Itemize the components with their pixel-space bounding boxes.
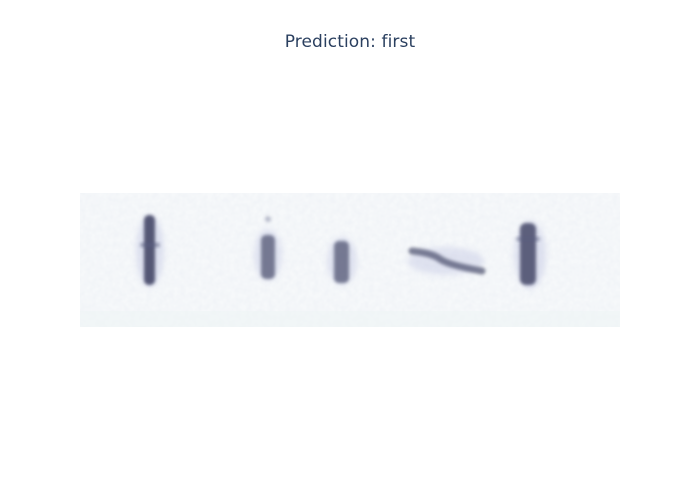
glyph-f (136, 215, 164, 287)
glyph-r (327, 237, 357, 285)
paper-bottom-tint (80, 311, 620, 327)
handwritten-word-image (80, 193, 620, 327)
glyph-s (408, 247, 484, 275)
prediction-title: Prediction: first (284, 32, 416, 52)
word-image-canvas (80, 193, 620, 327)
glyph-t (514, 221, 546, 289)
